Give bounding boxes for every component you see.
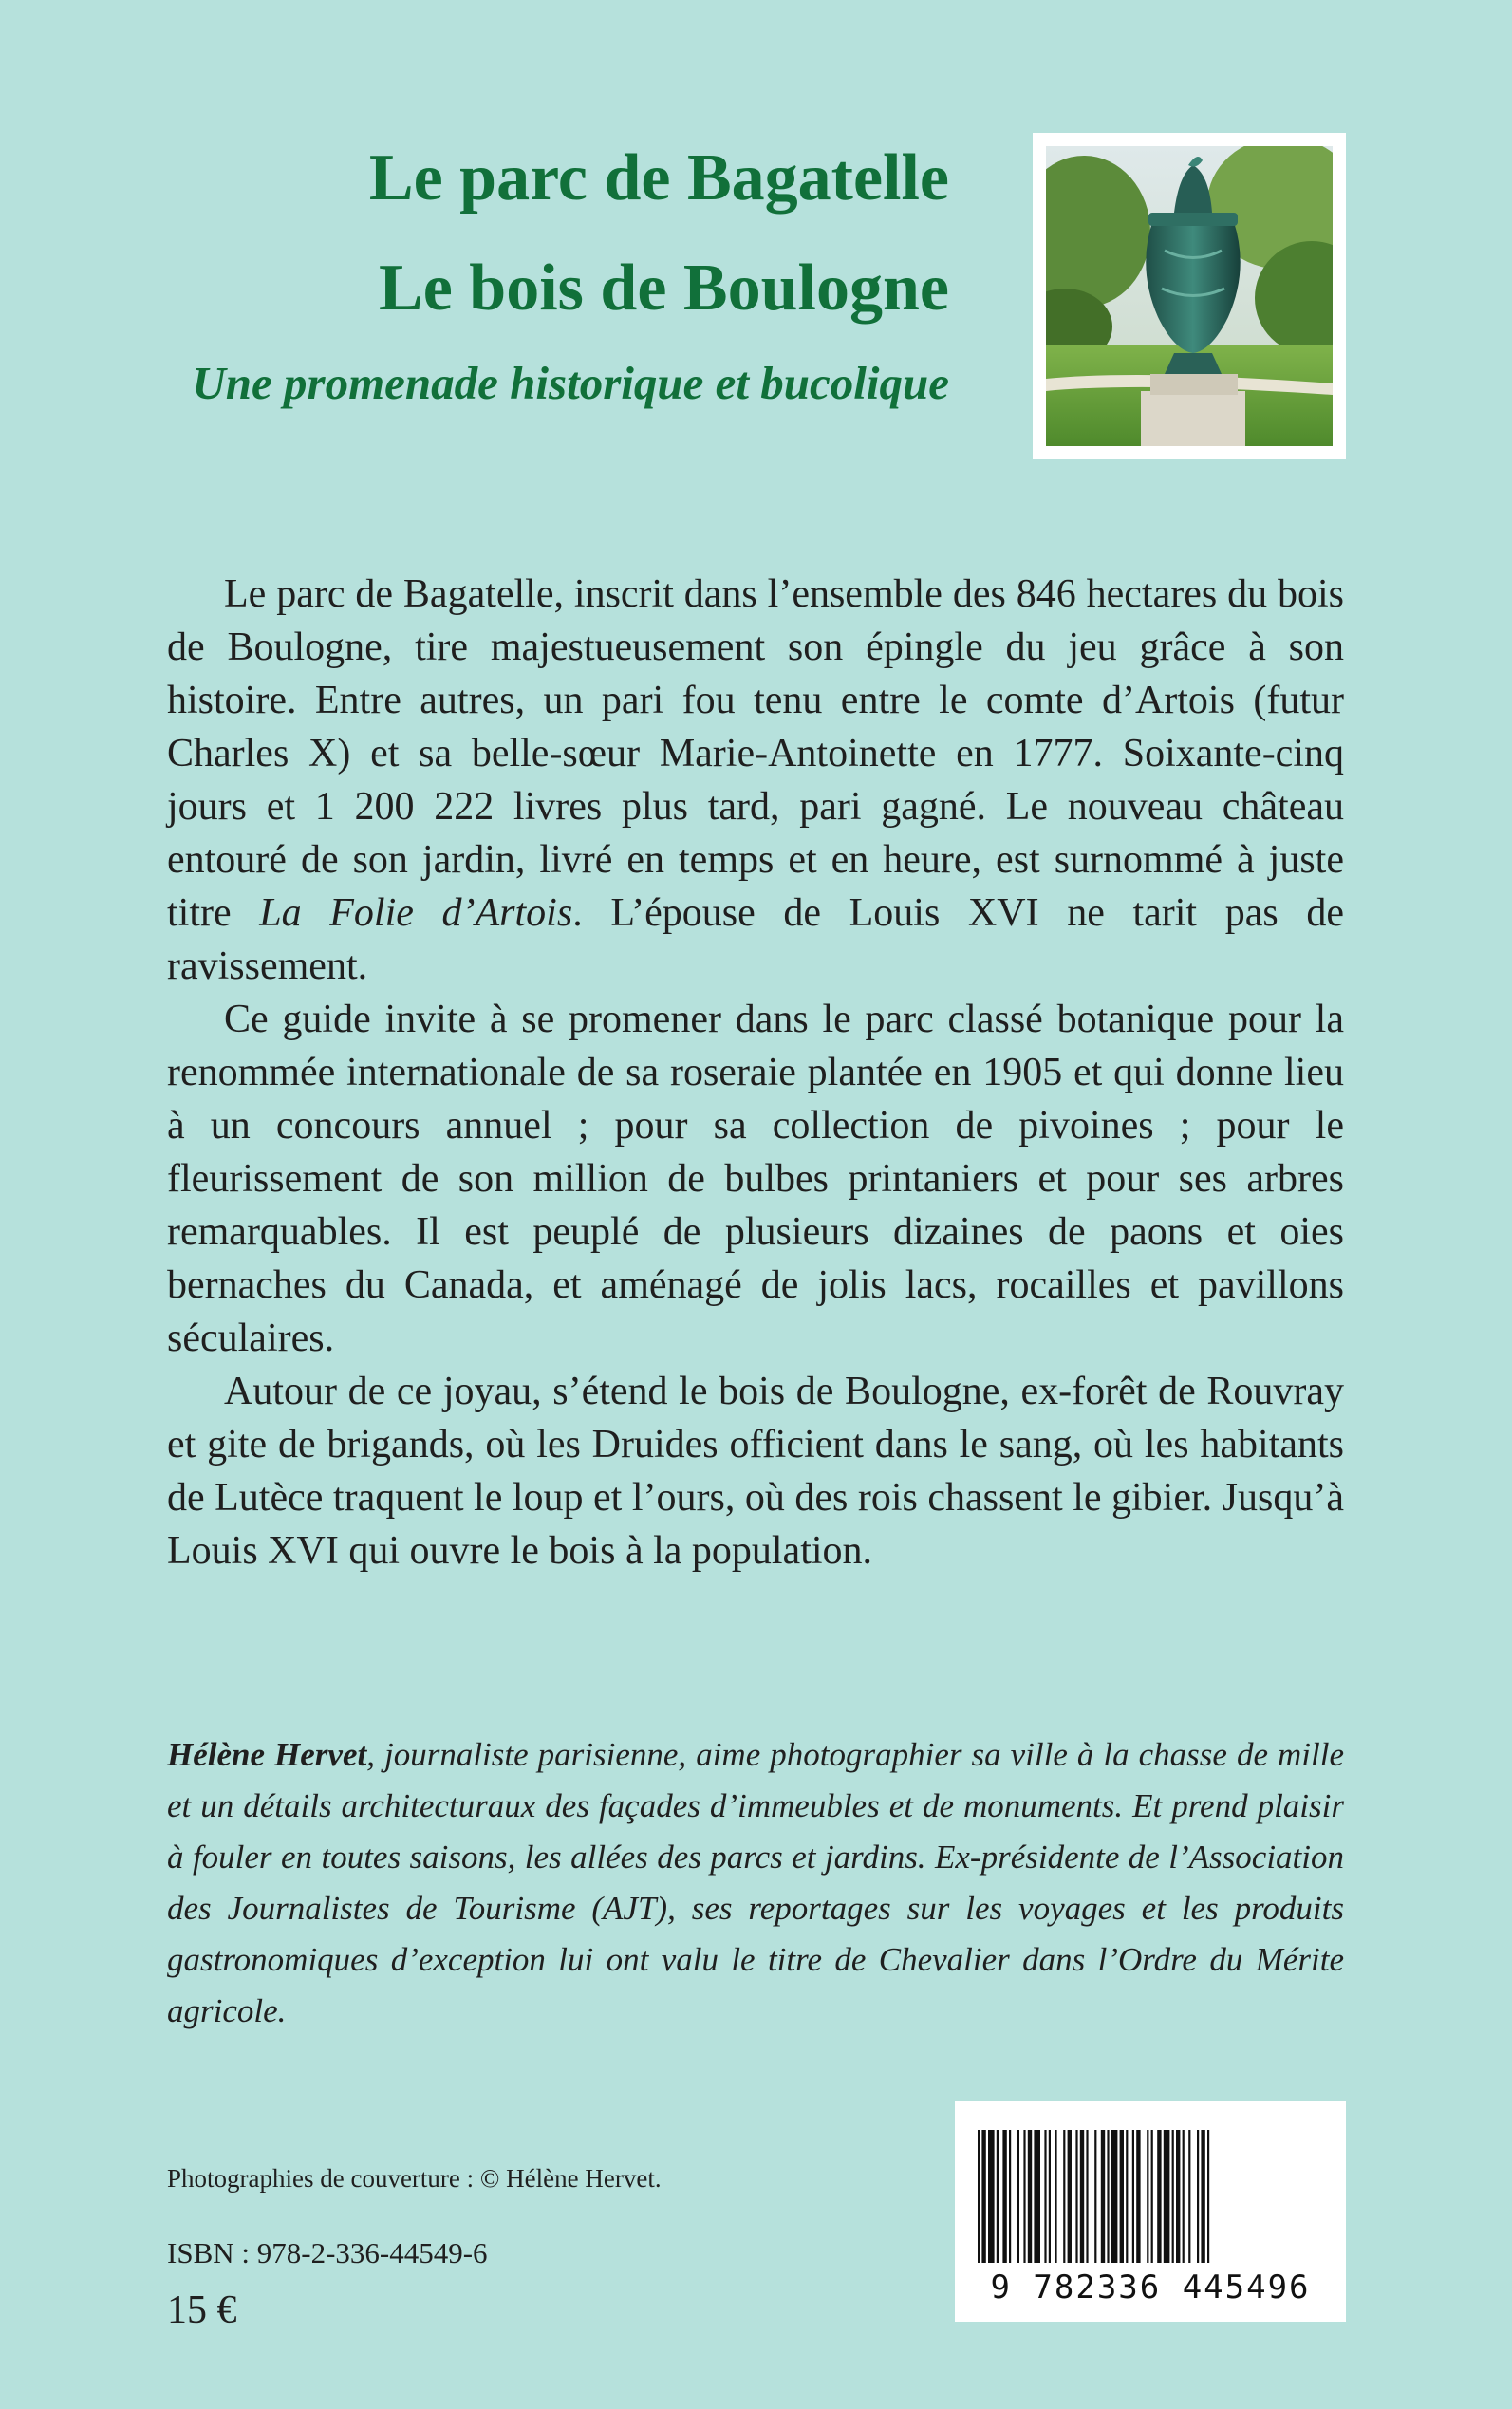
barcode-bar <box>1002 2130 1006 2263</box>
subtitle: Une promenade historique et bucolique <box>192 357 949 409</box>
barcode-bar <box>1017 2130 1019 2263</box>
barcode-bar <box>1075 2130 1077 2263</box>
barcode-bar <box>1136 2130 1140 2263</box>
author-bio <box>167 1729 1344 2037</box>
barcode-bar <box>1157 2130 1161 2263</box>
barcode-bar <box>997 2130 999 2263</box>
barcode-bar <box>1164 2130 1170 2263</box>
photo-credits: Photographies de couverture : © Hélène Hervet. <box>167 2164 662 2193</box>
author-name: Hélène Hervet <box>167 1736 367 1773</box>
urn-photo-illustration <box>1046 146 1333 446</box>
isbn: ISBN : 978-2-336-44549-6 <box>167 2236 488 2269</box>
barcode-bar <box>1126 2130 1128 2263</box>
blurb <box>167 568 1344 1578</box>
title-block <box>142 123 949 414</box>
author-bio-text: , journaliste parisienne, aime photographier sa ville à la chasse de mille et un détails architecturaux des façades d’immeubles et de monuments. Et prend plaisir à fouler en toutes saisons, les allées des parcs et jardins. Ex-présidente de l’Association des Journalistes de Tourisme (AJT), ses reportages sur les voyages et les produits gastronomiques d’exception lui ont valu le titre de Chevalier dans l’Ordre du Mérite agricole. <box>167 1736 1344 2029</box>
barcode-bar <box>1188 2130 1190 2263</box>
barcode-bars <box>976 2130 1325 2263</box>
barcode <box>955 2101 1346 2322</box>
barcode-bar <box>1094 2130 1096 2263</box>
barcode-bar <box>1101 2130 1105 2263</box>
barcode-bar <box>1034 2130 1040 2263</box>
barcode-bar <box>1111 2130 1118 2263</box>
barcode-bar <box>1176 2130 1180 2263</box>
cover-photo <box>1033 133 1346 459</box>
barcode-bar <box>1172 2130 1174 2263</box>
barcode-bar <box>1068 2130 1072 2263</box>
barcode-bar <box>1063 2130 1065 2263</box>
barcode-bar <box>1147 2130 1148 2263</box>
barcode-bar <box>1028 2130 1032 2263</box>
blurb-p1-italic: La Folie d’Artois <box>259 891 573 935</box>
barcode-bar <box>1049 2130 1051 2263</box>
price: 15 € <box>167 2288 237 2332</box>
blurb-p1-text: Le parc de Bagatelle, inscrit dans l’ensemble des 846 hectares du bois de Boulogne, tire majestueusement son épingle du jeu grâce à son histoire. Entre autres, un pari fou tenu entre le comte d’Artois (futur Charles X) et sa belle-sœur Marie-Antoinette en 1777. Soixante-cinq jours et 1 200 222 livres plus tard, pari gagné. Le nouveau château entouré de son jardin, livré en temps et en heure, est surnommé à juste titre <box>167 572 1344 935</box>
barcode-bar <box>1201 2130 1204 2263</box>
barcode-bar <box>1197 2130 1199 2263</box>
barcode-bar <box>1132 2130 1134 2263</box>
blurb-paragraph-3: Autour de ce joyau, s’étend le bois de Boulogne, ex-forêt de Rouvray et gite de brigands, où les Druides officient dans le sang, où les habitants de Lutèce traquent le loup et l’ours, où des rois chassent le gibier. Jusqu’à Louis XVI qui ouvre le bois à la population. <box>167 1370 1344 1573</box>
barcode-bar <box>1207 2130 1209 2263</box>
blurb-p1-text-end: . L’épouse de Louis XVI ne tarit pas de ravissement. <box>167 891 1344 988</box>
barcode-digits: 9 782336 445496 <box>990 2269 1311 2306</box>
barcode-bar <box>1023 2130 1025 2263</box>
barcode-bar <box>1151 2130 1153 2263</box>
blurb-paragraph-2: Ce guide invite à se promener dans le parc classé botanique pour la renommée internationale de sa roseraie plantée en 1905 et qui donne lieu à un concours annuel ; pour sa collection de pivoines ; pour le fleurissement de son million de bulbes printaniers et pour ses arbres remarquables. Il est peuplé de plusieurs dizaines de paons et oies bernaches du Canada, et aménagé de jolis lacs, rocailles et pavillons séculaires. <box>167 998 1344 1360</box>
blurb-paragraph-1 <box>167 568 1344 993</box>
barcode-bar <box>1009 2130 1011 2263</box>
barcode-bar <box>1080 2130 1084 2263</box>
barcode-bar <box>1086 2130 1088 2263</box>
barcode-bar <box>981 2130 985 2263</box>
title-line-1: Le parc de Bagatelle <box>368 141 949 215</box>
barcode-bar <box>1183 2130 1185 2263</box>
barcode-bar <box>1120 2130 1124 2263</box>
barcode-bar <box>1055 2130 1056 2263</box>
barcode-bar <box>978 2130 980 2263</box>
barcode-bar <box>1044 2130 1046 2263</box>
barcode-bar <box>988 2130 995 2263</box>
barcode-bar <box>1107 2130 1109 2263</box>
title-line-2: Le bois de Boulogne <box>379 252 949 325</box>
